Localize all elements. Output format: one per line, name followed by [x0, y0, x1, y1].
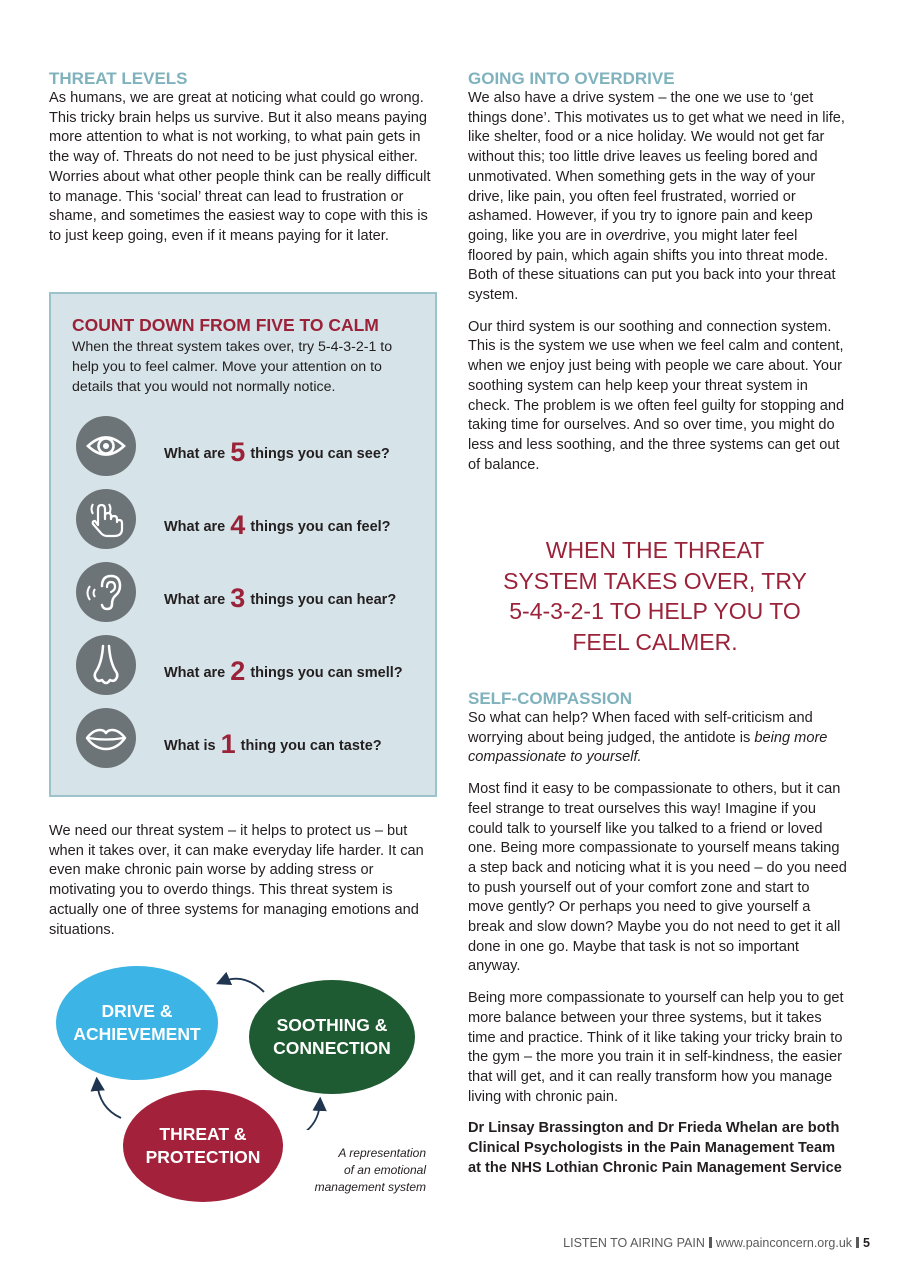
- sense-question: What is 1 thing you can taste?: [164, 729, 382, 759]
- self-compassion-paragraph-2: Most find it easy to be compassionate to others, but it can feel strange to treat ourselves this way! Imagine if you could talk to yourself like you talked to a friend or loved one. Being more compassionate to yourself means taking a step back and noticing what it is you need – do you need to push yourself out of your comfort zone and start to move gently? Or perhaps you need to give yourself a break and slow down? Maybe you do not need to get it all done in one go. Maybe that task is not so important anyway.: [468, 781, 847, 975]
- sense-question: What are 2 things you can smell?: [164, 656, 403, 686]
- lips-icon: [76, 708, 136, 768]
- overdrive-section: [468, 69, 846, 475]
- sense-number: 3: [230, 583, 246, 613]
- sense-item-see: [76, 416, 426, 476]
- sense-number: 2: [230, 656, 246, 686]
- threat-levels-heading: THREAT LEVELS: [49, 69, 188, 88]
- sense-item-taste: [76, 708, 426, 768]
- sense-question: What are 4 things you can feel?: [164, 510, 391, 540]
- sense-number: 4: [230, 510, 246, 540]
- threat-protection-circle: THREAT & PROTECTION: [123, 1090, 283, 1202]
- threat-levels-body: As humans, we are great at noticing what could go wrong. This tricky brain helps us survive. But it also means paying more attention to what is not working, to what pain gets in the way of. Threats do not need to be just physical either. Worries about what other people think can be really difficult to manage. This ‘social’ threat can lead to frustration or shame, and sometimes the easiest way to cope with this is to just keep going, even if it means paying for it later.: [49, 90, 431, 244]
- sense-item-smell: [76, 635, 426, 695]
- threat-system-section: [49, 822, 439, 940]
- count-down-intro: When the threat system takes over, try 5-4-3-2-1 to help you to feel calmer. Move your attention on to details that you would not normally notice.: [72, 339, 393, 395]
- arrow-threat-to-drive: [97, 1082, 121, 1118]
- sense-question: What are 5 things you can see?: [164, 437, 390, 467]
- self-compassion-paragraph-1: So what can help? When faced with self-criticism and worrying about being judged, the antidote is being more compassionate to yourself.: [468, 710, 828, 766]
- self-compassion-heading: SELF-COMPASSION: [468, 689, 633, 708]
- threat-levels-section: [49, 69, 439, 247]
- diagram-caption: A representation of an emotional management system: [314, 1146, 426, 1194]
- threat-system-body: We need our threat system – it helps to protect us – but when it takes over, it can make everyday life harder. It can even make chronic pain worse by adding stress or motivating you to overdo things. This threat system is actually one of three systems for managing emotions and situations.: [49, 823, 424, 938]
- pull-quote: WHEN THE THREAT SYSTEM TAKES OVER, TRY 5-4-3-2-1 TO HELP YOU TO FEEL CALMER.: [503, 537, 807, 655]
- count-down-title: COUNT DOWN FROM FIVE TO CALM: [72, 315, 379, 335]
- arrow-threat-to-soothing: [299, 1102, 320, 1130]
- page-footer: [563, 1236, 870, 1250]
- overdrive-paragraph-1: We also have a drive system – the one we use to ‘get things done’. This motivates us to get what we need in life, like shelter, food or a nice holiday. We would not get far without this; too little drive leaves us feeling bored and unmotivated. When something gets in the way of your drive, like pain, you often feel frustrated, worried or ashamed. However, if you try to ignore pain and keep going, like you are in overdrive, you might later feel floored by pain, which again shifts you into threat mode. Both of these situations can put you back into your threat system.: [468, 90, 845, 304]
- sense-item-hear: [76, 562, 426, 622]
- hand-touch-icon: [76, 489, 136, 549]
- magazine-name: LISTEN TO AIRING PAIN: [563, 1236, 705, 1250]
- arrow-soothing-to-drive: [221, 979, 264, 992]
- drive-achievement-circle: DRIVE & ACHIEVEMENT: [56, 966, 218, 1080]
- overdrive-paragraph-2: Our third system is our soothing and connection system. This is the system we use when we feel calm and content, when we enjoy just being with people we care about. Your soothing system can help keep your threat system in check. The problem is we often feel guilty for stopping and taking time for ourselves. And so over time, you might do less and less soothing, and the three systems can get out of balance.: [468, 318, 845, 473]
- soothing-connection-circle: SOOTHING & CONNECTION: [249, 980, 415, 1094]
- author-signature: Dr Linsay Brassington and Dr Frieda Whelan are both Clinical Psychologists in the Pain Management Team at the NHS Lothian Chronic Pain Management Service: [468, 1120, 842, 1176]
- sense-item-feel: [76, 489, 426, 549]
- sense-number: 1: [220, 729, 236, 759]
- page-number: 5: [863, 1236, 870, 1250]
- sense-number: 5: [230, 437, 246, 467]
- eye-icon: [76, 416, 136, 476]
- overdrive-heading: GOING INTO OVERDRIVE: [468, 69, 675, 88]
- ear-icon: [76, 562, 136, 622]
- nose-icon: [76, 635, 136, 695]
- sense-question: What are 3 things you can hear?: [164, 583, 397, 613]
- self-compassion-paragraph-3: Being more compassionate to yourself can help you to get more balance between your three systems, but it takes time and practice. Think of it like taking your tricky brain to the gym – the more you train it in self-kindness, the easier that will get, and it can really transform how you manage living with chronic pain.: [468, 990, 844, 1105]
- count-down-box: [49, 292, 437, 797]
- self-compassion-section: [468, 689, 848, 1178]
- website-link[interactable]: www.painconcern.org.uk: [715, 1236, 853, 1250]
